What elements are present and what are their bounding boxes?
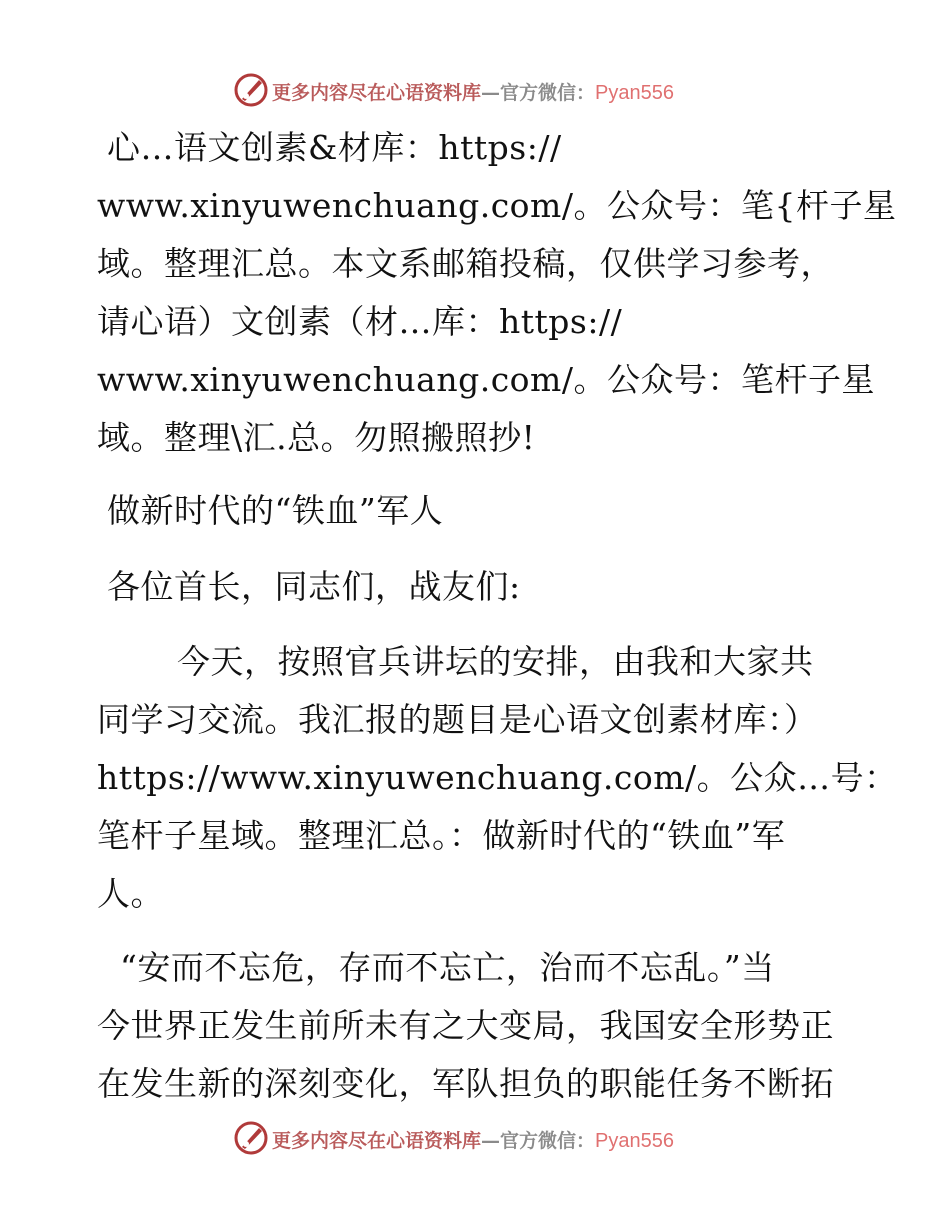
- text-line: 今天，按照官兵讲坛的安排，由我和大家共: [177, 642, 814, 681]
- text-line: 域。整理汇总。本文系邮箱投稿，仅供学习参考，: [97, 244, 834, 283]
- banner-separator: —官方微信：: [481, 1130, 596, 1152]
- text-line: “安而不忘危，存而不忘亡，治而不忘乱。”当: [120, 948, 775, 987]
- text-line: 笔杆子星域。整理汇总。：做新时代的“铁血”军: [97, 816, 786, 855]
- text-line: 人。: [97, 874, 164, 913]
- banner-wechat-id: Pyan556: [595, 1130, 674, 1152]
- banner-title: 更多内容尽在心语资料库: [272, 1130, 482, 1152]
- document-title: 做新时代的“铁血”军人: [107, 491, 444, 530]
- text-line: 域。整理\汇.总。勿照搬照抄!: [97, 418, 536, 457]
- header-banner: [0, 70, 950, 110]
- salutation: 各位首长，同志们，战友们:: [107, 567, 521, 606]
- text-line: https://www.xinyuwenchuang.com/。公众…号：: [97, 758, 898, 797]
- text-line: www.xinyuwenchuang.com/。公众号：笔杆子星: [97, 360, 875, 399]
- banner-wechat-id: Pyan556: [595, 82, 674, 104]
- text-line: 心…语文创素&材库：https://: [107, 128, 562, 167]
- quill-seal-icon: [233, 1120, 269, 1156]
- text-line: 今世界正发生前所未有之大变局，我国安全形势正: [97, 1006, 834, 1045]
- quill-seal-icon: [233, 72, 269, 108]
- banner-text: [272, 1126, 674, 1153]
- text-line: 同学习交流。我汇报的题目是心语文创素材库：）: [97, 700, 818, 739]
- text-line: www.xinyuwenchuang.com/。公众号：笔{杆子星: [97, 186, 897, 225]
- text-line: 在发生新的深刻变化，军队担负的职能任务不断拓: [97, 1064, 834, 1103]
- footer-banner: [0, 1118, 950, 1158]
- banner-title: 更多内容尽在心语资料库: [272, 82, 482, 104]
- banner-text: [272, 78, 674, 105]
- banner-separator: —官方微信：: [481, 82, 596, 104]
- text-line: 请心语）文创素（材…库：https://: [97, 302, 623, 341]
